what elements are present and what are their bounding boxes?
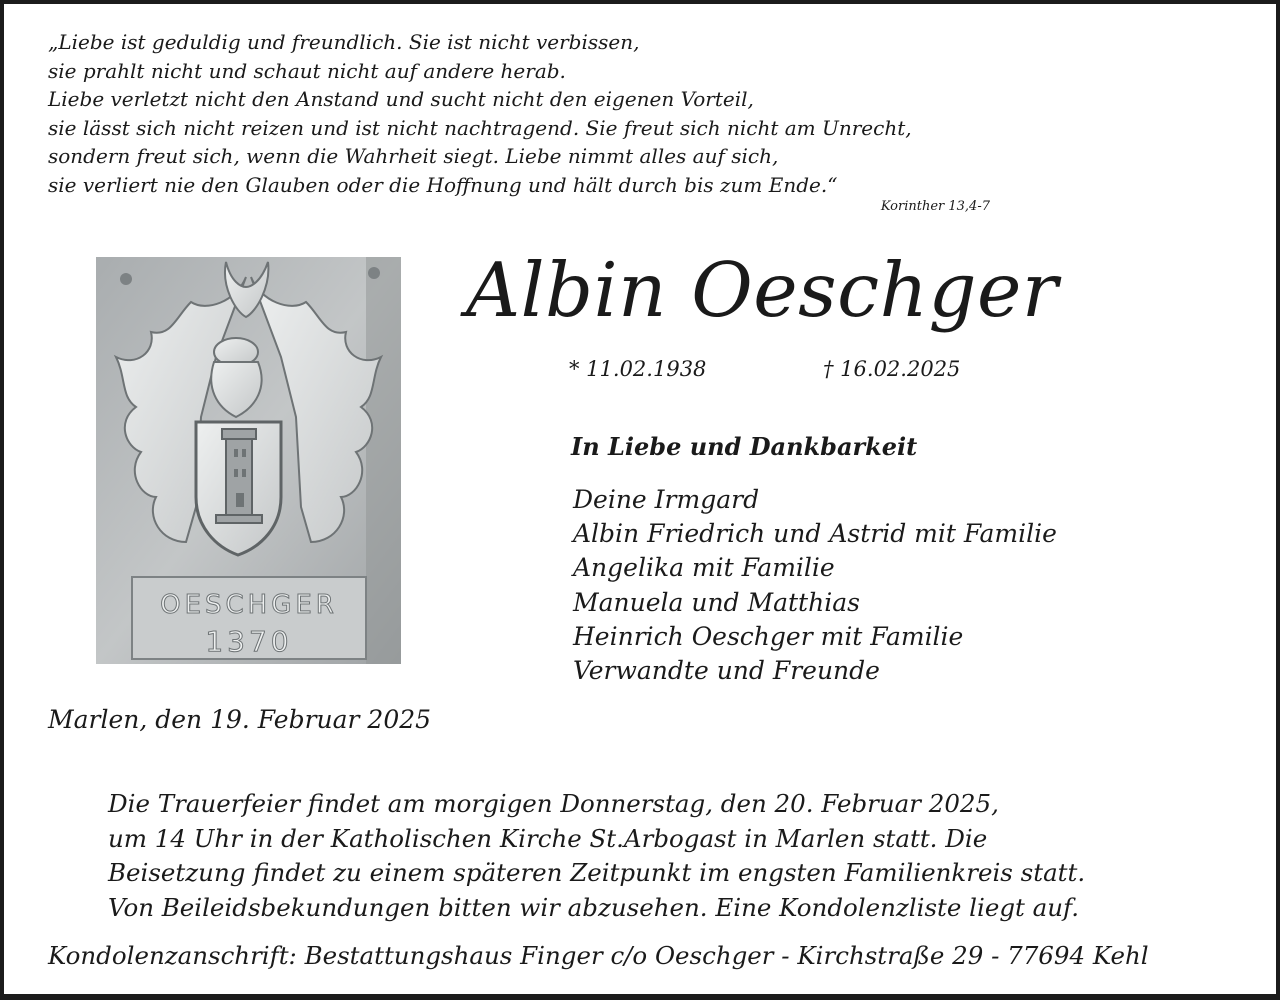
mourners-list (573, 483, 1057, 688)
quote-line: sondern freut sich, wenn die Wahrheit siegt. Liebe nimmt alles auf sich, (48, 144, 779, 169)
quote-line: „Liebe ist geduldig und freundlich. Sie ist nicht verbissen, (48, 30, 640, 54)
family-crest-image (96, 257, 401, 664)
birth-date: * 11.02.1938 (569, 357, 707, 381)
deceased-name: Albin Oeschger (466, 246, 1059, 334)
mourner-line: Albin Friedrich und Astrid mit Familie (573, 519, 1057, 549)
service-line: um 14 Uhr in der Katholischen Kirche St.Arbogast in Marlen statt. Die (108, 823, 988, 853)
mourner-line: Deine Irmgard (573, 485, 760, 514)
service-line: Von Beileidsbekundungen bitten wir abzusehen. Eine Kondolenzliste liegt auf. (108, 892, 1080, 922)
quote-source: Korinther 13,4-7 (880, 199, 990, 214)
funeral-service-info (108, 787, 1085, 925)
service-line: Die Trauerfeier findet am morgigen Donnerstag, den 20. Februar 2025, (108, 789, 999, 818)
mourner-line: Heinrich Oeschger mit Familie (573, 621, 964, 651)
quote-line: sie prahlt nicht und schaut nicht auf andere herab. (48, 58, 566, 83)
service-line: Beisetzung findet zu einem späteren Zeitpunkt im engsten Familienkreis statt. (108, 858, 1086, 887)
quote-line: sie lässt sich nicht reizen und ist nicht nachtragend. Sie freut sich nicht am Unrecht, (48, 115, 912, 140)
bible-quote (48, 28, 1028, 200)
mourner-line: Manuela und Matthias (573, 587, 860, 617)
death-date: † 16.02.2025 (823, 357, 961, 381)
quote-line: sie verliert nie den Glauben oder die Hoffnung und hält durch bis zum Ende.“ (48, 172, 838, 197)
quote-line: Liebe verletzt nicht den Anstand und sucht nicht den eigenen Vorteil, (48, 87, 754, 112)
condolence-address: Kondolenzanschrift: Bestattungshaus Finger c/o Oeschger - Kirchstraße 29 - 77694 Kehl (48, 941, 1149, 970)
crest-inscription-year: 1370 (205, 625, 293, 658)
crest-inscription-name: OESCHGER (160, 590, 338, 620)
mourner-line: Angelika mit Familie (573, 553, 835, 583)
mourner-line: Verwandte und Freunde (573, 656, 880, 686)
place-and-date: Marlen, den 19. Februar 2025 (48, 705, 432, 734)
dedication-heading: In Liebe und Dankbarkeit (571, 432, 918, 461)
